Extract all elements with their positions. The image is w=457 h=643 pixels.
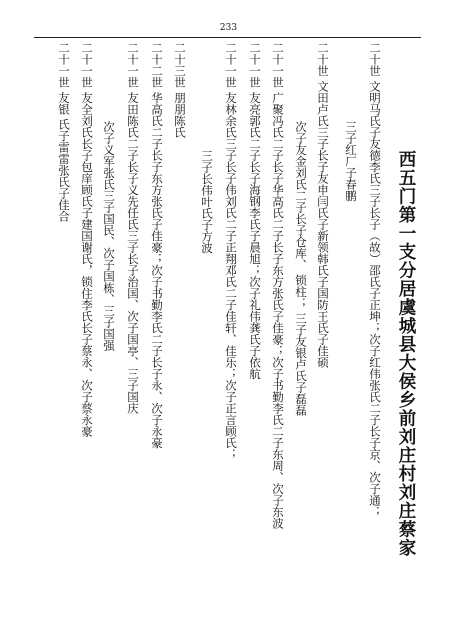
page-number: 233 [219,23,238,33]
genealogy-entry: 二十世 文田卢氏三子长子友申闫氏子新领韩氏子国防王氏子佳硕 [316,42,330,368]
genealogy-entry: 次子义军张氏三子国民、次子国栋、三子国强 [102,121,116,351]
document-title: 西五门第一支分居虞城县大侯乡前刘庄村刘庄蔡家 [396,150,416,557]
genealogy-entry: 二十三世 朋朋陈氏 [173,42,187,138]
genealogy-entry: 二十一世 友田陈氏二子长子义先任氏三子长子治国、次子国亭、三子国庆 [126,42,140,414]
genealogy-entry: 二十二世 华高氏二子长子东方张氏子佳豪；次子书勤李氏二子长子永、次子永豪 [150,42,164,449]
header-rule [34,37,421,38]
genealogy-entry: 二十一世 友全刘氏长子包庠顾氏子建国谢氏，锁住李氏长子蔡永、次子蔡永豪 [80,42,94,437]
genealogy-entry: 二十世 文明马氏子友德李氏三子长子（故）邵氏子正坤；次子红伟张氏二子长子京、次子通； [368,42,382,518]
genealogy-entry: 二十一世 友亮郭氏二子长子海钢李氏子晨旭；次子礼伟龚氏子依航 [248,42,262,380]
genealogy-entry: 三子长伟叶氏子方波 [200,150,214,254]
genealogy-entry: 三子红厂子春鹏 [344,121,358,202]
genealogy-entry: 二十一世 友林余氏三子长子伟刘氏二子正翔邓氏二子佳轩、佳乐；次子正言顾氏； [224,42,238,460]
genealogy-entry: 二十一世 友银 氏子雷雷张氏子佳合 [57,42,71,222]
genealogy-entry: 二十一世 广聚冯氏二子长子华高氏二子长子东方张氏子佳豪；次子书勤李氏二子东周、次子东波 [271,42,285,529]
genealogy-entry: 次子友金刘氏二子长子仓库、 锁柱； 三子友银卢氏子磊磊 [294,121,308,416]
